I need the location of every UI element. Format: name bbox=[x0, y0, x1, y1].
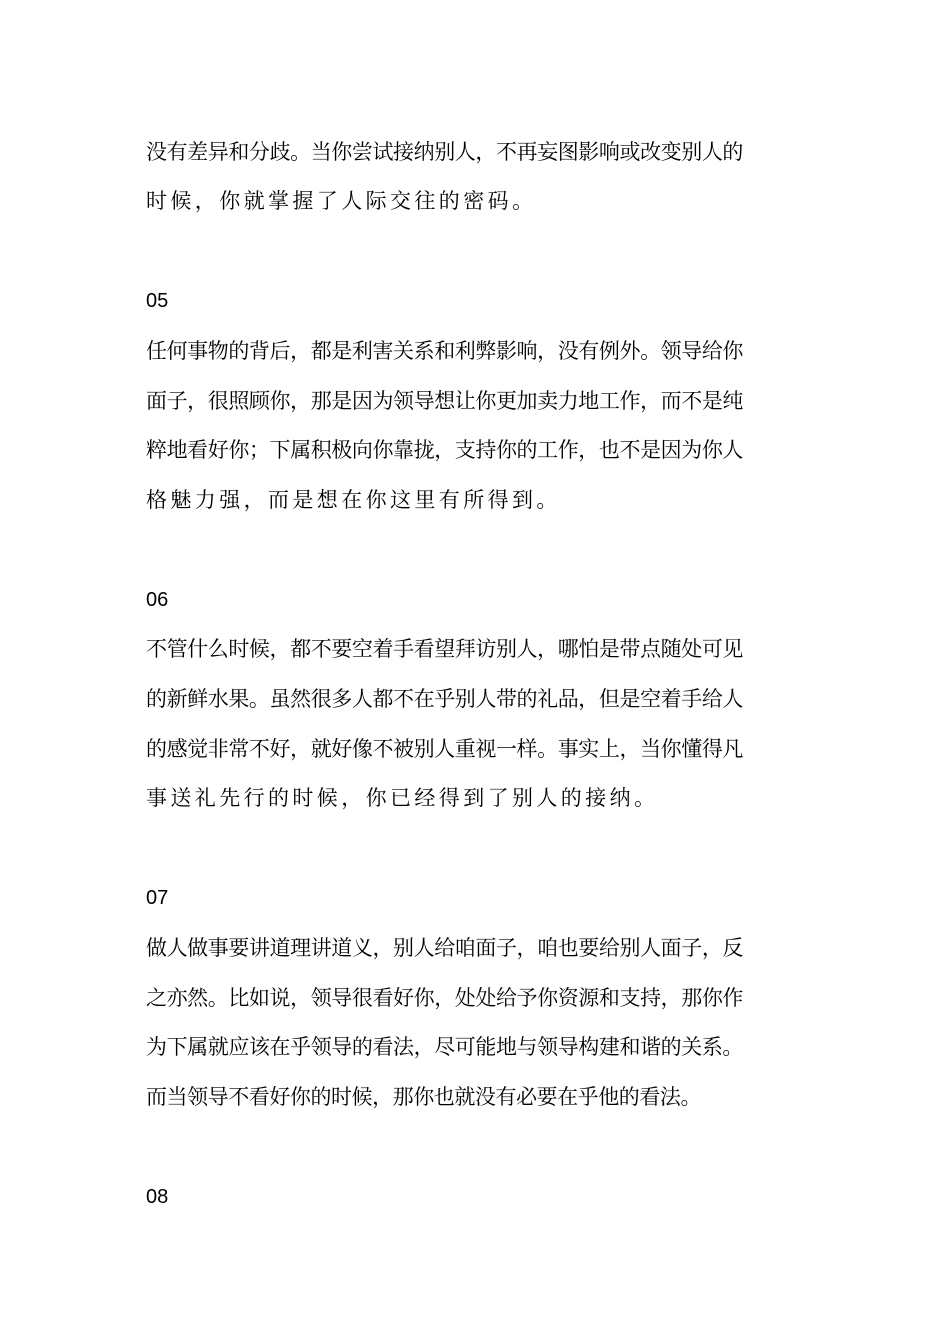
section-06-line-2: 的新鲜水果。虽然很多人都不在乎别人带的礼品，但是空着手给人 bbox=[146, 687, 743, 711]
section-05-line-1: 任何事物的背后，都是利害关系和利弊影响，没有例外。领导给你 bbox=[146, 339, 743, 363]
section-number-07: 07 bbox=[146, 887, 169, 909]
section-06-line-1: 不管什么时候，都不要空着手看望拜访别人，哪怕是带点随处可见 bbox=[146, 637, 743, 661]
intro-line-1: 没有差异和分歧。当你尝试接纳别人，不再妄图影响或改变别人的 bbox=[146, 140, 743, 164]
section-06-line-3: 的感觉非常不好，就好像不被别人重视一样。事实上，当你懂得凡 bbox=[146, 737, 743, 761]
section-05-line-4: 格魅力强，而是想在你这里有所得到。 bbox=[146, 488, 561, 512]
section-07-line-1: 做人做事要讲道理讲道义，别人给咱面子，咱也要给别人面子，反 bbox=[146, 936, 743, 960]
section-07-line-2: 之亦然。比如说，领导很看好你，处处给予你资源和支持，那你作 bbox=[146, 986, 743, 1010]
intro-line-2: 时候，你就掌握了人际交往的密码。 bbox=[146, 189, 537, 213]
section-05-line-3: 粹地看好你；下属积极向你靠拢，支持你的工作，也不是因为你人 bbox=[146, 438, 743, 462]
section-06-line-4: 事送礼先行的时候，你已经得到了别人的接纳。 bbox=[146, 786, 659, 810]
section-05-line-2: 面子，很照顾你，那是因为领导想让你更加卖力地工作，而不是纯 bbox=[146, 389, 743, 413]
section-number-08: 08 bbox=[146, 1186, 169, 1208]
section-number-06: 06 bbox=[146, 589, 169, 611]
section-07-line-3: 为下属就应该在乎领导的看法，尽可能地与领导构建和谐的关系。 bbox=[146, 1035, 743, 1059]
section-number-05: 05 bbox=[146, 290, 169, 312]
section-07-line-4: 而当领导不看好你的时候，那你也就没有必要在乎他的看法。 bbox=[146, 1085, 701, 1109]
